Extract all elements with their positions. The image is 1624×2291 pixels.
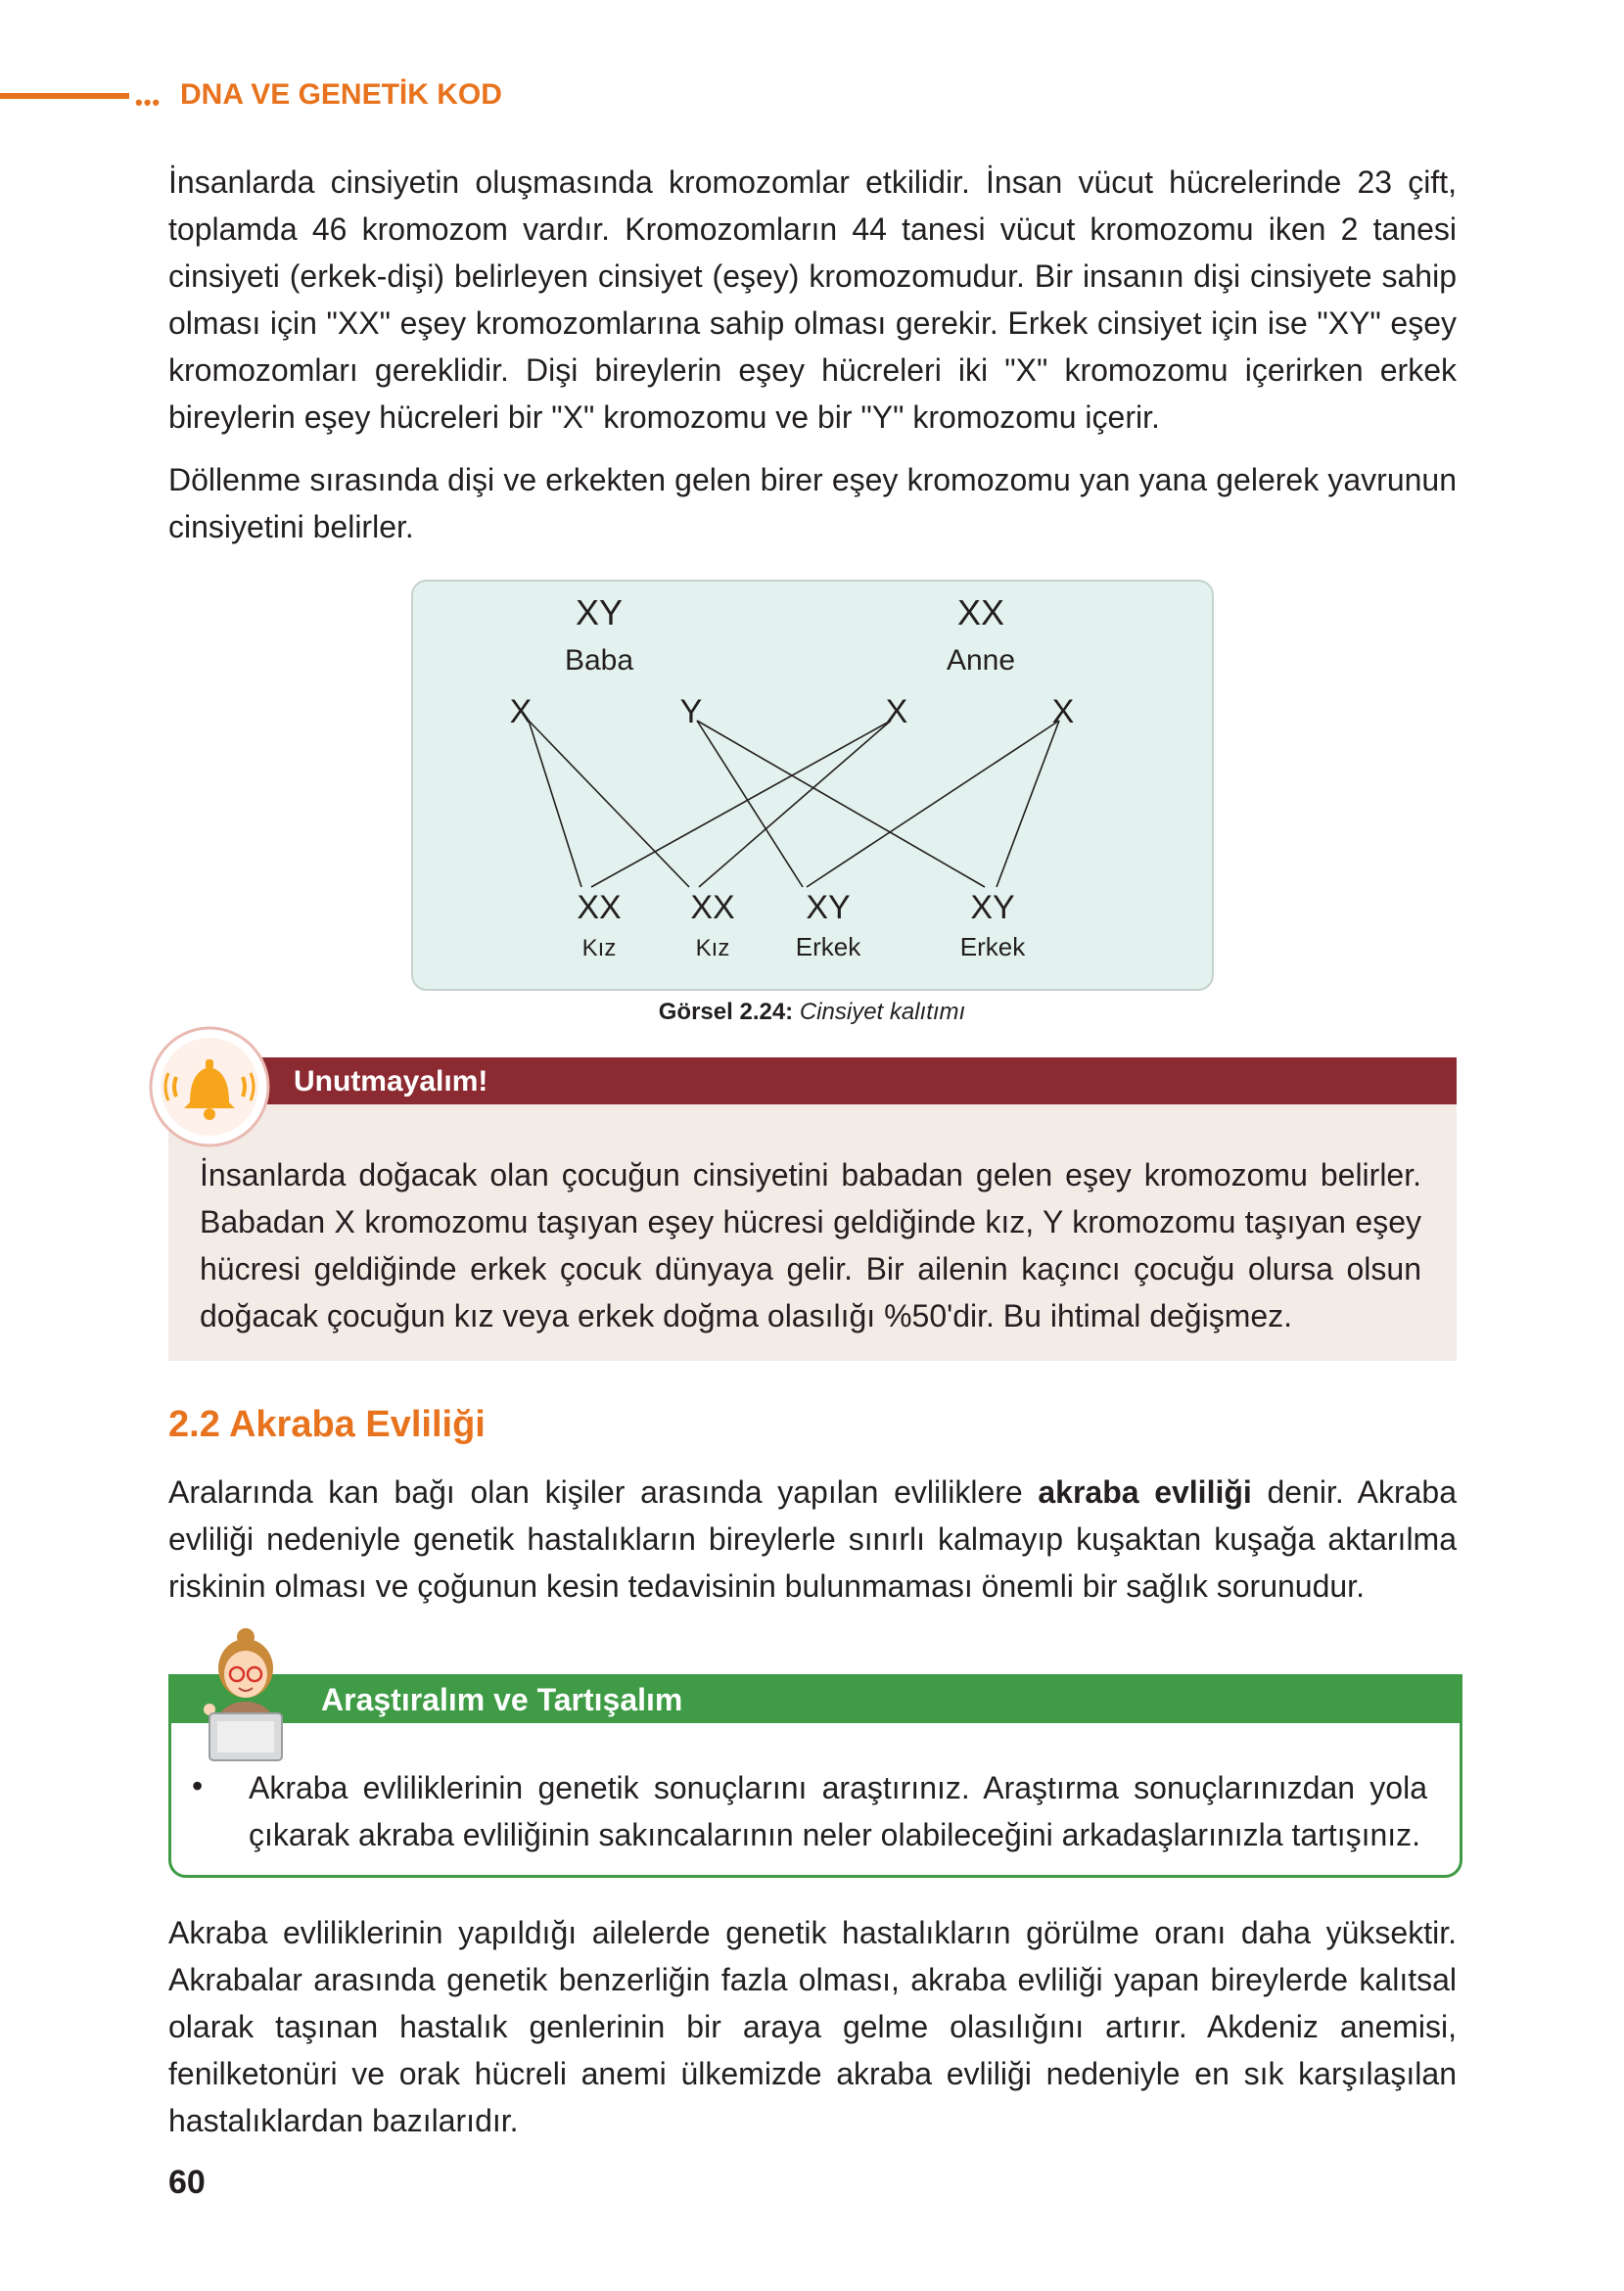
child4-genotype: XY [970, 889, 1015, 926]
cross-lines [529, 721, 1059, 887]
father-label: Baba [564, 644, 634, 677]
reminder-text: İnsanlarda doğacak olan çocuğun cinsiyetini babadan gelen eşey kromozomu belirler. Babadan X kromozomu taşıyan eşey hücresi geldiğinde kız, Y kromozomu taşıyan eşey hücresi geldiğinde erkek çocuk dünyaya gelir. Bir ailenin kaçıncı çocuğu olursa olsun doğacak çocuğun kız veya erkek doğma olasılığı %50'dir. Bu ihtimal değişmez. [200, 1157, 1421, 1333]
line-fx-child2 [529, 721, 689, 887]
reminder-header [245, 1057, 1457, 1104]
section-title: 2.2 Akraba Evliliği [168, 1404, 486, 1445]
figure-caption-text: Cinsiyet kalıtımı [799, 999, 966, 1025]
chapter-title: DNA VE GENETİK KOD [180, 78, 502, 111]
research-item: Akraba evliliklerinin genetik sonuçlarını araştırınız. Araştırma sonuçlarınızdan yola çıkarak akraba evliliğinin sakıncalarının neler olabileceğini arkadaşlarınızla tartışınız. [249, 1770, 1427, 1852]
paragraph-closing: Akraba evliliklerinin yapıldığı ailelerde genetik hastalıkların görülme oranı daha yüksektir. Akrabalar arasında genetik benzerliğin fazla olması, akraba evliliği yapan bireylerde kalıtsal olarak taşınan hastalık genlerinin bir araya gelme olasılığını artırır. Akdeniz anemisi, fenilketonüri ve orak hücreli anemi ülkemizde akraba evliliği nedeniyle en sık karşılaşılan hastalıklardan bazılarıdır. [168, 1915, 1457, 2138]
line-fy-child3 [697, 721, 803, 887]
child2-genotype: XX [690, 889, 735, 926]
inheritance-diagram [413, 582, 1212, 989]
mother-genotype: XX [956, 592, 1005, 632]
line-mx2-child4 [997, 721, 1059, 887]
gamete-mother-x1: X [885, 693, 908, 730]
teacher-avatar-icon [192, 1625, 300, 1764]
page-number: 60 [168, 2164, 206, 2201]
research-title: Araştıralım ve Tartışalım [321, 1682, 683, 1717]
research-bullet: • [192, 1768, 204, 1803]
figure-caption-number: Görsel 2.24: [658, 999, 794, 1025]
gamete-father-x: X [509, 693, 533, 730]
child1-genotype: XX [577, 889, 622, 926]
reminder-title: Unutmayalım! [294, 1065, 488, 1098]
child1-label: Kız [581, 935, 617, 961]
consanguinity-term: akraba evliliği [1038, 1474, 1252, 1510]
child4-label: Erkek [959, 932, 1026, 961]
mother-label: Anne [946, 644, 1016, 677]
reminder-box [168, 1104, 1457, 1361]
child3-label: Erkek [795, 932, 861, 961]
bell-icon [147, 1024, 272, 1149]
figure-caption [0, 999, 1624, 1026]
gamete-father-y: Y [679, 693, 703, 730]
header-accent-line [0, 93, 129, 99]
consanguinity-text-end: denir. Akraba evliliği nedeniyle genetik hastalıkların bireylerle sınırlı kalmayıp kuşaktan kuşağa aktarılma riskinin olması ve çoğunun kesin tedavisinin bulunmaması önemli bir sağlık sorunudur. [168, 1474, 1458, 1604]
child2-label: Kız [695, 935, 730, 961]
line-fx-child1 [529, 721, 581, 887]
gamete-mother-x2: X [1051, 693, 1075, 730]
header-dots: ••• [135, 90, 162, 115]
inheritance-figure [411, 580, 1214, 991]
paragraph-sex-determination: İnsanlarda cinsiyetin oluşmasında kromozomlar etkilidir. İnsan vücut hücrelerinde 23 çift, toplamda 46 kromozom vardır. Kromozomların 44 tanesi vücut kromozomu iken 2 tanesi cinsiyeti (erkek-dişi) belirleyen cinsiyet (eşey) kromozomudur. Bir insanın dişi cinsiyete sahip olması için "XX" eşey kromozomlarına sahip olması gerekir. Erkek cinsiyet için ise "XY" eşey kromozomları gereklidir. Dişi bireylerin eşey hücreleri iki "X" kromozomu içerirken erkek bireylerin eşey hücreleri bir "X" kromozomu ve bir "Y" kromozomu içerir. [168, 164, 1457, 435]
paragraph-consanguinity [168, 1469, 1457, 1610]
line-mx1-child2 [699, 721, 891, 887]
paragraph-fertilization: Döllenme sırasında dişi ve erkekten gelen birer eşey kromozomu yan yana gelerek yavrunun cinsiyetini belirler. [168, 462, 1457, 544]
father-genotype: XY [575, 592, 624, 632]
child3-genotype: XY [806, 889, 851, 926]
consanguinity-text-start: Aralarında kan bağı olan kişiler arasında yapılan evliliklere [168, 1474, 1039, 1510]
